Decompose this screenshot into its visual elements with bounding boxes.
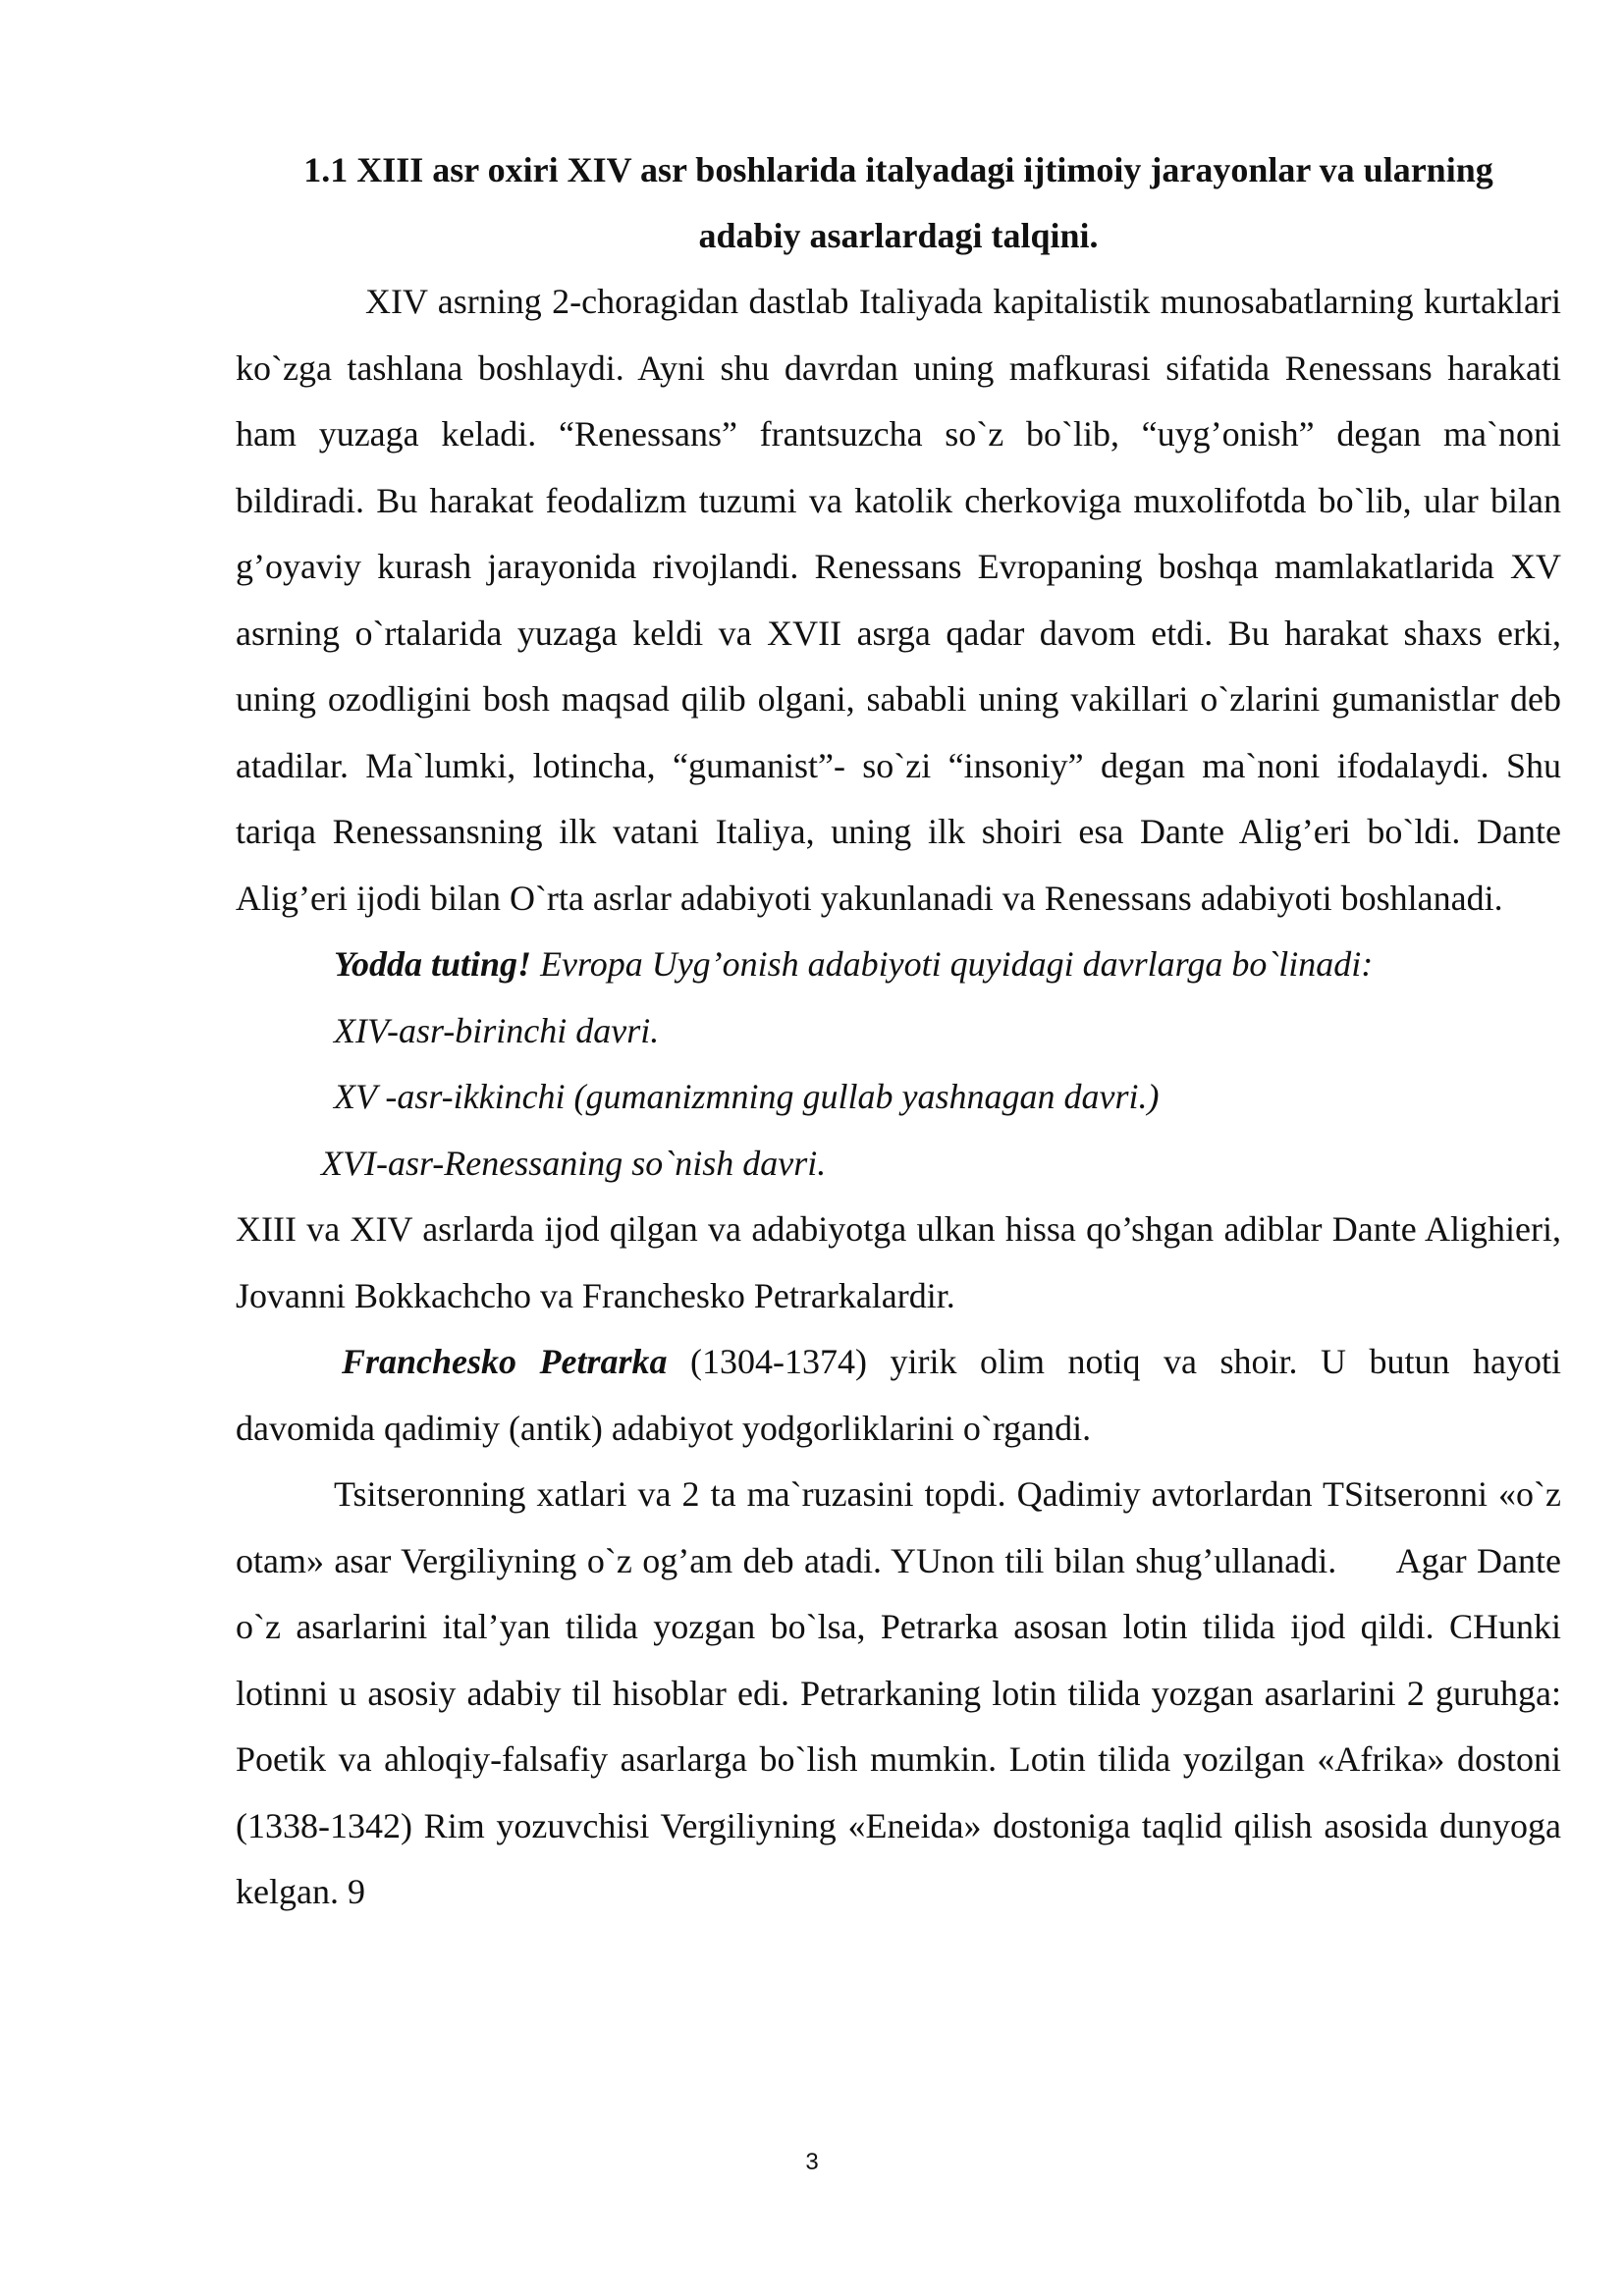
paragraph-renaissance-intro: XIV asrning 2-choragidan dastlab Italiyada kapitalistik munosabatlarning kurtaklari ko`zga tashlana boshlaydi. Ayni shu davrdan uning mafkurasi sifatida Renessans harakati ham yuzaga keladi. “Renessans” frantsuzcha so`z bo`lib, “uyg’onish” degan ma`noni bildiradi. Bu harakat feodalizm tuzumi va katolik cherkoviga muxolifotda bo`lib, ular bilan g’oyaviy kurash jarayonida rivojlandi. Renessans Evropaning boshqa mamlakatlarida XV asrning o`rtalarida yuzaga keldi va XVII asrga qadar davom etdi. Bu harakat shaxs erki, uning ozodligini bosh maqsad qilib olgani, sababli uning vakillari o`zlarini gumanistlar deb atadilar. Ma`lumki, lotincha, “gumanist”- so`zi “insoniy” degan ma`noni ifodalaydi. Shu tariqa Renessansning ilk vatani Italiya, uning ilk shoiri esa Dante Alig’eri bo`ldi. Dante Alig’eri ijodi bilan O`rta asrlar adabiyoti yakunlanadi va Renessans adabiyoti boshlanadi. [236, 282, 1561, 918]
period-1: XIV-asr-birinchi davri. [334, 1010, 660, 1050]
paragraph-cicero: Tsitseronning xatlari va 2 ta ma`ruzasini topdi. Qadimiy avtorlardan TSitseronni «o`z otam» asar Vergiliyning o`z og’am deb atadi. YUnon tili bilan shug’ullanadi. Agar Dante o`z asarlarini ital’yan tilida yozgan bo`lsa, Petrarka asosan lotin tilida ijod qildi. CHunki lotinni u asosiy adabiy til hisoblar edi. Petrarkaning lotin tilida yozgan asarlarini 2 guruhga: Poetik va ahloqiy-falsafiy asarlarga bo`lish mumkin. Lotin tilida yozilgan «Afrika» dostoni (1338-1342) Rim yozuvchisi Vergiliyning «Eneida» dostoniga taqlid qilish asosida dunyoga kelgan. 9 [236, 1474, 1570, 1911]
paragraph-petrarka [236, 1329, 1561, 1462]
document-page [236, 137, 1570, 1926]
section-heading-line-2: adabiy asarlardagi talqini. [698, 216, 1099, 255]
petrarka-text: (1304-1374) yirik olim notiq va shoir. U butun hayoti davomida qadimiy (antik) adabiyot yodgorliklarini o`rgandi. [236, 1342, 1561, 1448]
note-lead: Yodda tuting! [334, 944, 532, 984]
section-heading-line-1: 1.1 XIII asr oxiri XIV asr boshlarida italyadagi ijtimoiy jarayonlar va ularning [303, 150, 1493, 189]
period-3: XVI-asr-Renessaning so`nish davri. [321, 1143, 827, 1183]
page-number: 3 [805, 2149, 819, 2175]
petrarka-name: Franchesko Petrarka [342, 1342, 668, 1381]
note-text: Evropa Uyg’onish adabiyoti quyidagi davrlarga bo`linadi: [531, 944, 1374, 984]
note-line [236, 932, 1561, 998]
paragraph-authors: XIII va XIV asrlarda ijod qilgan va adabiyotga ulkan hissa qo’shgan adiblar Dante Alighieri, Jovanni Bokkachcho va Franchesko Petrarkalardir. [236, 1209, 1561, 1315]
period-2: XV -asr-ikkinchi (gumanizmning gullab yashnagan davri.) [334, 1077, 1160, 1116]
